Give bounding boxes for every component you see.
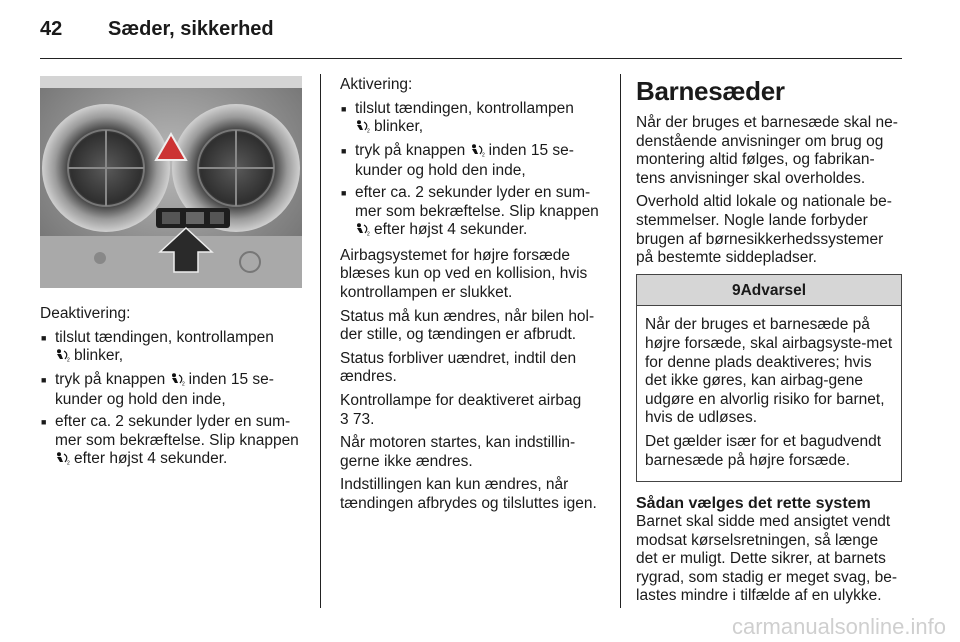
step-text: tryk på knappen (355, 141, 466, 159)
svg-text:2: 2 (367, 231, 370, 237)
airbag-off-icon (355, 223, 371, 242)
deactivation-step-3 (40, 413, 310, 471)
section-title: Barnesæder (636, 76, 785, 106)
activation-steps (340, 100, 605, 242)
step-text: efter højst 4 sekunder. (374, 221, 528, 239)
svg-text:2: 2 (481, 152, 485, 157)
paragraph-text: Kontrollampe for deaktiveret airbag (340, 391, 582, 409)
svg-text:2: 2 (367, 128, 370, 134)
airbag-off-icon (355, 120, 371, 139)
step-text: tryk på knappen (55, 370, 166, 388)
subheading: Sådan vælges det rette system (636, 495, 871, 513)
paragraph: Når motoren startes, kan indstillin-gerne ikke ændres. (340, 434, 576, 470)
column-divider-2 (620, 74, 621, 608)
left-column (40, 305, 310, 476)
page-title: Sæder, sikkerhed (108, 18, 274, 40)
warning-body (637, 306, 901, 481)
step-text: efter højst 4 sekunder. (74, 450, 228, 468)
watermark: carmanualsonline.info (731, 614, 946, 639)
paragraph (340, 392, 605, 429)
step-text: tilslut tændingen, kontrollampen (55, 328, 274, 346)
activation-heading: Aktivering: (340, 76, 413, 93)
activation-step-1 (340, 100, 605, 139)
page-reference-link[interactable]: 3 73. (340, 410, 375, 428)
airbag-off-icon (55, 452, 71, 471)
activation-step-3 (340, 184, 605, 242)
step-text: tilslut tændingen, kontrollampen (355, 99, 574, 117)
deactivation-step-2 (40, 371, 310, 410)
step-text: efter ca. 2 sekunder lyder en sum-mer som bekræftelse. Slip knappen (355, 183, 599, 220)
warning-box (636, 274, 902, 482)
middle-column (340, 76, 605, 518)
deactivation-steps (40, 329, 310, 471)
airbag-off-icon (470, 144, 486, 163)
warning-text: Når der bruges et barnesæde på højre forsæde, skal airbagsyste-met for denne plads deaktiveres; hvis det ikke gøres, kan airbag-gene udgøre en alvorlig risiko for barnet, hvis de udløses. (645, 316, 893, 427)
warning-header (637, 275, 901, 307)
deactivation-step-1 (40, 329, 310, 368)
step-text: efter ca. 2 sekunder lyder en sum-mer som bekræftelse. Slip knappen (55, 412, 299, 449)
airbag-off-icon (55, 349, 71, 368)
warning-text: Det gælder især for et bagudvendt barnesæde på højre forsæde. (645, 432, 882, 469)
deactivation-heading: Deaktivering: (40, 305, 131, 322)
paragraph: Når der bruges et barnesæde skal ne-denstående anvisninger om brug og montering altid følges, og fabrikan-tens anvisninger skal overholdes. (636, 114, 898, 187)
svg-text:2: 2 (181, 381, 185, 386)
paragraph: Status forbliver uændret, indtil den ændres. (340, 349, 577, 386)
svg-text:2: 2 (67, 357, 70, 363)
warning-triangle-icon: 9 (731, 281, 741, 299)
paragraph: Indstillingen kan kun ændres, når tændingen afbrydes og tilsluttes igen. (340, 476, 597, 512)
header-rule (40, 58, 902, 59)
step-text: inden 15 se-kunder og hold den inde, (55, 370, 274, 409)
warning-title: Advarsel (740, 281, 807, 299)
paragraph: Status må kun ændres, når bilen hol-der stille, og tændingen er afbrudt. (340, 307, 595, 344)
dashboard-illustration (40, 76, 302, 288)
activation-step-2 (340, 142, 605, 181)
right-column (636, 76, 902, 611)
dashboard-photo (40, 76, 302, 288)
step-text: inden 15 se-kunder og hold den inde, (355, 141, 574, 180)
paragraph: Airbagsystemet for højre forsæde blæses kun op ved en kollision, hvis kontrollampen er slukket. (340, 246, 588, 301)
step-text: blinker, (74, 347, 124, 365)
paragraph: Barnet skal sidde med ansigtet vendt modsat kørselsretningen, så længe det er muligt. Dette sikrer, at barnets rygrad, som stadig er meget svag, be-lastes mindre i tilfælde af en ulykke. (636, 513, 898, 605)
page-header (40, 18, 274, 41)
step-text: blinker, (374, 118, 424, 136)
svg-text:2: 2 (67, 460, 70, 466)
column-divider-1 (320, 74, 321, 608)
page-number: 42 (40, 18, 63, 40)
paragraph: Overhold altid lokale og nationale be-stemmelser. Nogle lande forbyder brugen af børnesikkerhedssystemer på bestemte siddepladser. (636, 193, 892, 267)
airbag-off-icon (170, 373, 186, 392)
